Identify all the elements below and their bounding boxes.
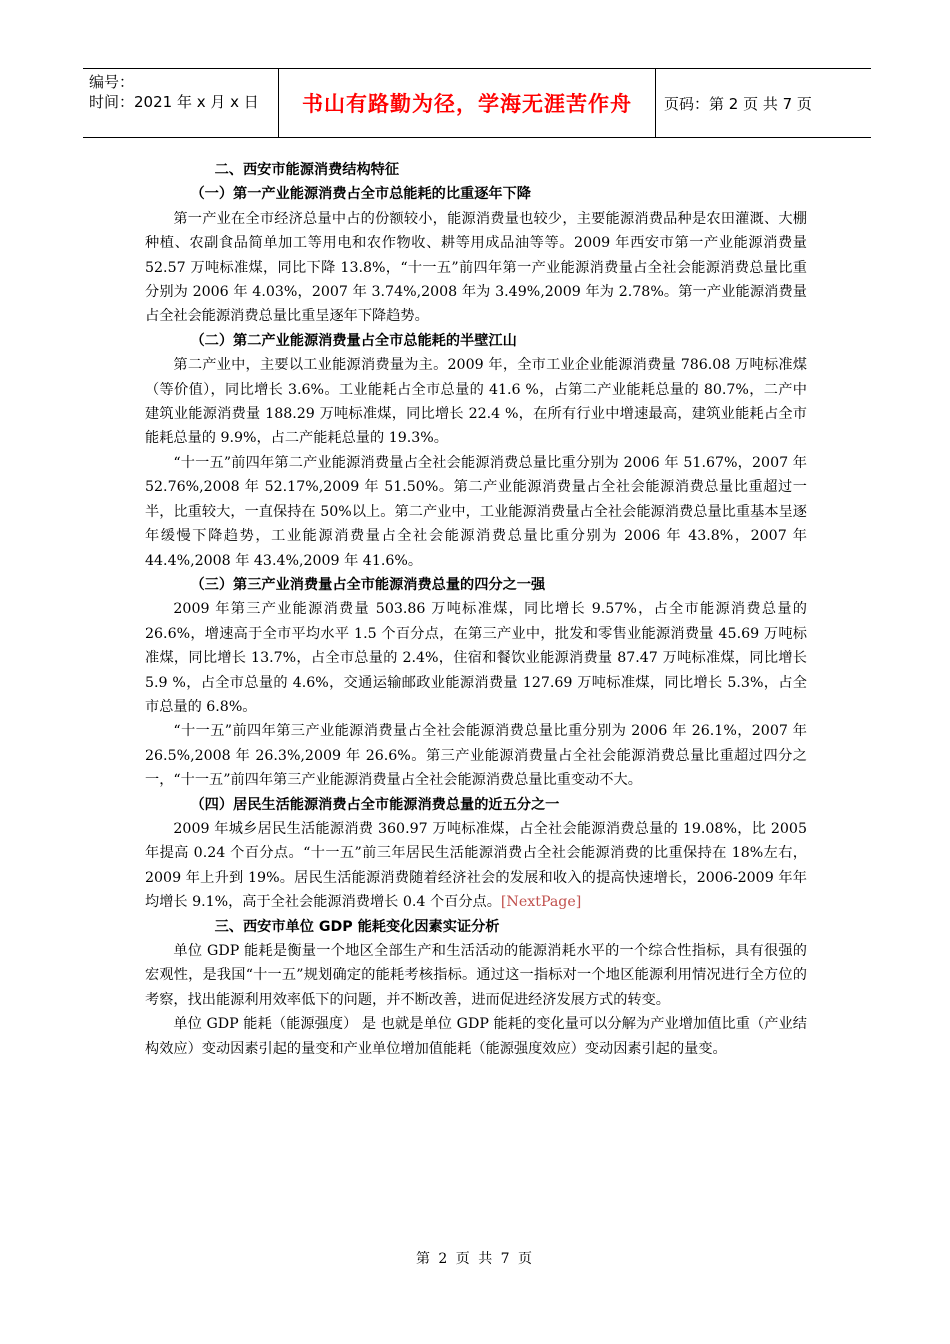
next-page-marker: [NextPage] (500, 894, 582, 911)
section-2-4-heading: （四）居民生活能源消费占全市能源消费总量的近五分之一 (190, 796, 560, 813)
section-2-2-paragraph-1: 第二产业中，主要以工业能源消费量为主。2009 年，全市工业企业能源消费量 786.08 万吨标准煤（等价值），同比增长 3.6%。工业能耗占全市总量的 41.6 %，占第二产业能耗总量的 80.7%，二产中建筑业能源消费量 188.29 万吨标准煤，同比增长 22.4 %，在所有行业中增速最高，建筑业能耗占全市能耗总量的 9.9%，占二产能耗总量的 19.3%。 (145, 357, 807, 447)
section-3-heading: 三、西安市单位 GDP 能耗变化因素实证分析 (214, 918, 500, 935)
section-2-3-paragraph-1: 2009 年第三产业能源消费量 503.86 万吨标准煤，同比增长 9.57%，占全市能源消费总量的 26.6%，增速高于全市平均水平 1.5 个百分点，在第三产业中，批发和零售业能源消费量 45.69 万吨标准煤，同比增长 13.7%，占全市总量的 2.4%，住宿和餐饮业能源消费量 87.47 万吨标准煤，同比增长 5.9 %，占全市总量的 4.6%，交通运输邮政业能源消费量 127.69 万吨标准煤，同比增长 5.3%，占全市总量的 6.8%。 (145, 601, 807, 715)
page-footer: 第 2 页 共 7 页 (415, 1251, 535, 1267)
section-2-1-paragraph: 第一产业在全市经济总量中占的份额较小，能源消费量也较少，主要能源消费品种是农田灌溉、大棚种植、农副食品简单加工等用电和农作物收、耕等用成品油等等。2009 年西安市第一产业能源消费量 52.57 万吨标准煤，同比下降 13.8%，“十一五”前四年第一产业能源消费量占全社会能源消费总量比重分别为 2006 年 4.03%，2007 年 3.74%,2008 年为 3.49%,2009 年为 2.78%。第一产业能源消费量占全社会能源消费总量比重呈逐年下降趋势。 (145, 210, 807, 325)
section-2-heading: 二、西安市能源消费结构特征 (214, 162, 400, 178)
section-2-2-paragraph-2: “十一五”前四年第二产业能源消费量占全社会能源消费总量比重分别为 2006 年 51.67%，2007 年 52.76%,2008 年 52.17%,2009 年 51.50%。第二产业能源消费量占全社会能源消费总量比重超过一半，比重较大，一直保持在 50%以上。第二产业中，工业能源消费量占全社会能源消费总量比重基本呈逐年缓慢下降趋势，工业能源消费量占全社会能源消费总量比重分别为 2006 年 43.8%，2007 年 44.4%,2008 年 43.4%,2009 年 41.6%。 (145, 454, 807, 569)
section-2-4-paragraph (145, 817, 807, 915)
section-2-1-heading: （一）第一产业能源消费占全市总能耗的比重逐年下降 (190, 186, 531, 203)
header-left-cell (83, 69, 279, 137)
section-2-2-heading: （二）第二产业能源消费量占全市总能耗的半壁江山 (190, 332, 517, 349)
section-3-paragraph-2: 单位 GDP 能耗（能源强度） 是 也就是单位 GDP 能耗的变化量可以分解为产业增加值比重（产业结构效应）变动因素引起的量变和产业单位增加值能耗（能源强度效应）变动因素引起的量变。 (145, 1016, 807, 1057)
header-page-label: 页码：第 2 页 共 7 页 (664, 94, 812, 113)
document-body (145, 158, 807, 1061)
page-header (83, 68, 871, 138)
document-date-label: 时间：2021 年 x 月 x 日 (89, 93, 259, 111)
document-code-label: 编号： (89, 73, 135, 91)
section-2-3-paragraph-2: “十一五”前四年第三产业能源消费量占全社会能源消费总量比重分别为 2006 年 26.1%，2007 年 26.5%,2008 年 26.3%,2009 年 26.6%。第三产业能源消费量占全社会能源消费总量比重超过四分之一，“十一五”前四年第三产业能源消费量占全社会能源消费总量比重变动不大。 (145, 723, 807, 789)
section-2-4-text: 2009 年城乡居民生活能源消费 360.97 万吨标准煤，占全社会能源消费总量的 19.08%，比 2005 年提高 0.24 个百分点。“十一五”前三年居民生活能源消费占全社会能源消费的比重保持在 18%左右，2009 年上升到 19%。居民生活能源消费随着经济社会的发展和收入的提高快速增长，2006-2009 年年均增长 9.1%，高于全社会能源消费增长 0.4 个百分点。 (145, 820, 807, 911)
header-motto: 书山有路勤为径，学海无涯苦作舟 (279, 69, 656, 137)
section-3-paragraph-1: 单位 GDP 能耗是衡量一个地区全部生产和生活活动的能源消耗水平的一个综合性指标，具有很强的宏观性，是我国“十一五”规划确定的能耗考核指标。通过这一指标对一个地区能源利用情况进行全方位的考察，找出能源利用效率低下的问题，并不断改善，进而促进经济发展方式的转变。 (145, 943, 807, 1008)
section-2-3-heading: （三）第三产业消费量占全市能源消费总量的四分之一强 (190, 576, 546, 593)
